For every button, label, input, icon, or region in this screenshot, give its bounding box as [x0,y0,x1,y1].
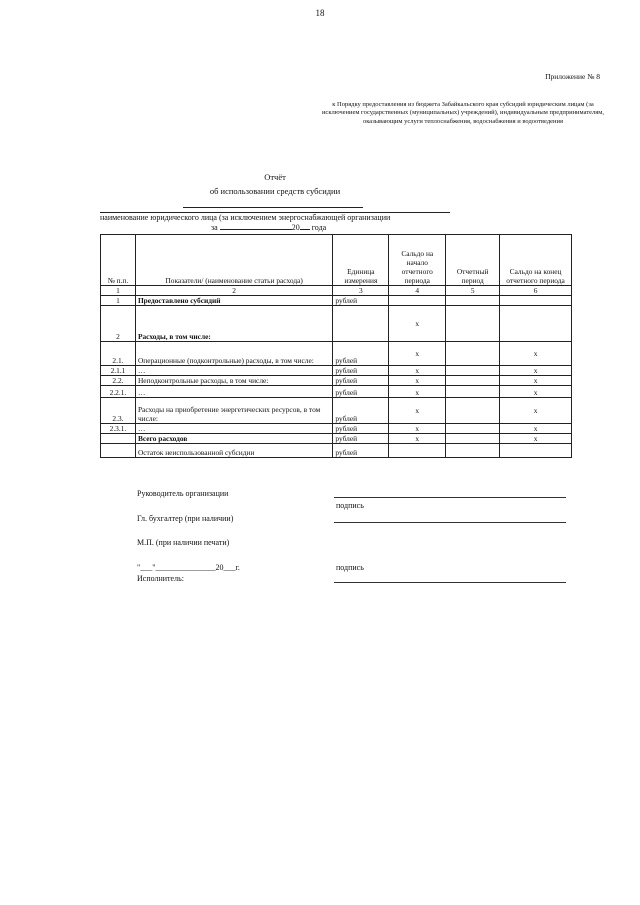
order-reference: к Порядку предоставления из бюджета Забайкальского края субсидий юридическим лицам (за исключением государственных (муниципальных) учреждений), индивидуальным предпринимателям, оказывающим услуги теплоснабжения, водоснабжения и водоотведения [321,101,605,125]
row-num: 2 [101,306,136,342]
row-end: x [500,366,572,376]
reporting-period [211,223,326,232]
row-name: Неподконтрольные расходы, в том числе: [135,376,332,386]
row-end [500,296,572,306]
table-row [101,424,572,434]
col-number: 1 [101,286,136,296]
row-start: x [389,424,446,434]
row-end [500,306,572,342]
table-header-row [101,235,572,286]
col-number: 4 [389,286,446,296]
accountant-signature-line [334,522,566,523]
row-num [101,434,136,444]
row-name: Операционные (подконтрольные) расходы, в том числе: [135,342,332,366]
period-year-blank [300,229,310,230]
row-period [446,296,500,306]
row-start: x [389,398,446,424]
row-unit: рублей [333,376,389,386]
executor-signature-line [334,582,566,583]
period-za: за [211,223,218,232]
row-period [446,376,500,386]
row-start: x [389,386,446,398]
column-number-row [101,286,572,296]
table-row [101,366,572,376]
executor-label: Исполнитель: [137,574,184,583]
row-period [446,444,500,458]
row-unit: рублей [333,386,389,398]
row-num: 2.1.1 [101,366,136,376]
head-signature-line [334,497,566,498]
row-num: 2.2.1. [101,386,136,398]
date-field: "___"_______________20___г. [137,563,240,572]
row-unit: рублей [333,398,389,424]
row-start: x [389,366,446,376]
table-row [101,444,572,458]
report-title: Отчёт [264,172,286,182]
table-row [101,386,572,398]
period-blank [220,229,292,230]
table-row [101,376,572,386]
row-name: … [135,366,332,376]
row-end: x [500,376,572,386]
row-start [389,296,446,306]
row-name: Расходы, в том числе: [135,306,332,342]
header-period: Отчетный период [446,235,500,286]
row-end: x [500,424,572,434]
row-name: … [135,424,332,434]
row-name: Остаток неиспользованной субсидии [135,444,332,458]
table-row [101,306,572,342]
row-unit: рублей [333,342,389,366]
col-number: 2 [135,286,332,296]
row-unit: рублей [333,434,389,444]
row-start: x [389,434,446,444]
title-underline [183,207,363,208]
col-number: 3 [333,286,389,296]
table-row [101,342,572,366]
row-end [500,444,572,458]
row-period [446,386,500,398]
appendix-label: Приложение № 8 [545,72,600,81]
row-period [446,342,500,366]
table-row [101,434,572,444]
organization-name-caption: наименование юридического лица (за исключением энергоснабжающей организации [100,212,450,222]
row-start: x [389,342,446,366]
row-name: … [135,386,332,398]
row-name: Расходы на приобретение энергетических ресурсов, в том числе: [135,398,332,424]
row-unit: рублей [333,366,389,376]
row-start: x [389,306,446,342]
row-unit: рублей [333,296,389,306]
row-num: 2.1. [101,342,136,366]
header-indicator: Показатели/ (наименование статьи расхода) [135,235,332,286]
header-start-balance: Сальдо на начало отчетного периода [389,235,446,286]
signature-caption-1: подпись [336,501,364,510]
header-unit: Единица измерения [333,235,389,286]
row-end: x [500,434,572,444]
row-unit [333,306,389,342]
row-name: Всего расходов [135,434,332,444]
row-unit: рублей [333,444,389,458]
row-start [389,444,446,458]
report-subtitle: об использовании средств субсидии [209,186,341,196]
period-year-word: года [311,223,327,232]
row-end: x [500,398,572,424]
col-number: 6 [500,286,572,296]
head-label: Руководитель организации [137,489,229,498]
period-year-prefix: 20 [291,223,300,232]
signature-caption-2: подпись [336,563,364,572]
row-num: 1 [101,296,136,306]
row-end: x [500,342,572,366]
header-num: № п.п. [101,235,136,286]
row-name: Предоставлено субсидий [135,296,332,306]
row-num: 2.3. [101,398,136,424]
table-row [101,296,572,306]
page-number: 18 [315,8,325,18]
row-num [101,444,136,458]
col-number: 5 [446,286,500,296]
accountant-label: Гл. бухгалтер (при наличии) [137,514,234,523]
row-period [446,424,500,434]
row-unit: рублей [333,424,389,434]
row-start: x [389,376,446,386]
row-period [446,398,500,424]
stamp-label: М.П. (при наличии печати) [137,538,230,547]
row-num: 2.3.1. [101,424,136,434]
row-num: 2.2. [101,376,136,386]
table-row [101,398,572,424]
report-table [100,234,572,458]
row-period [446,434,500,444]
row-end: x [500,386,572,398]
header-end-balance: Сальдо на конец отчетного периода [500,235,572,286]
row-period [446,366,500,376]
row-period [446,306,500,342]
